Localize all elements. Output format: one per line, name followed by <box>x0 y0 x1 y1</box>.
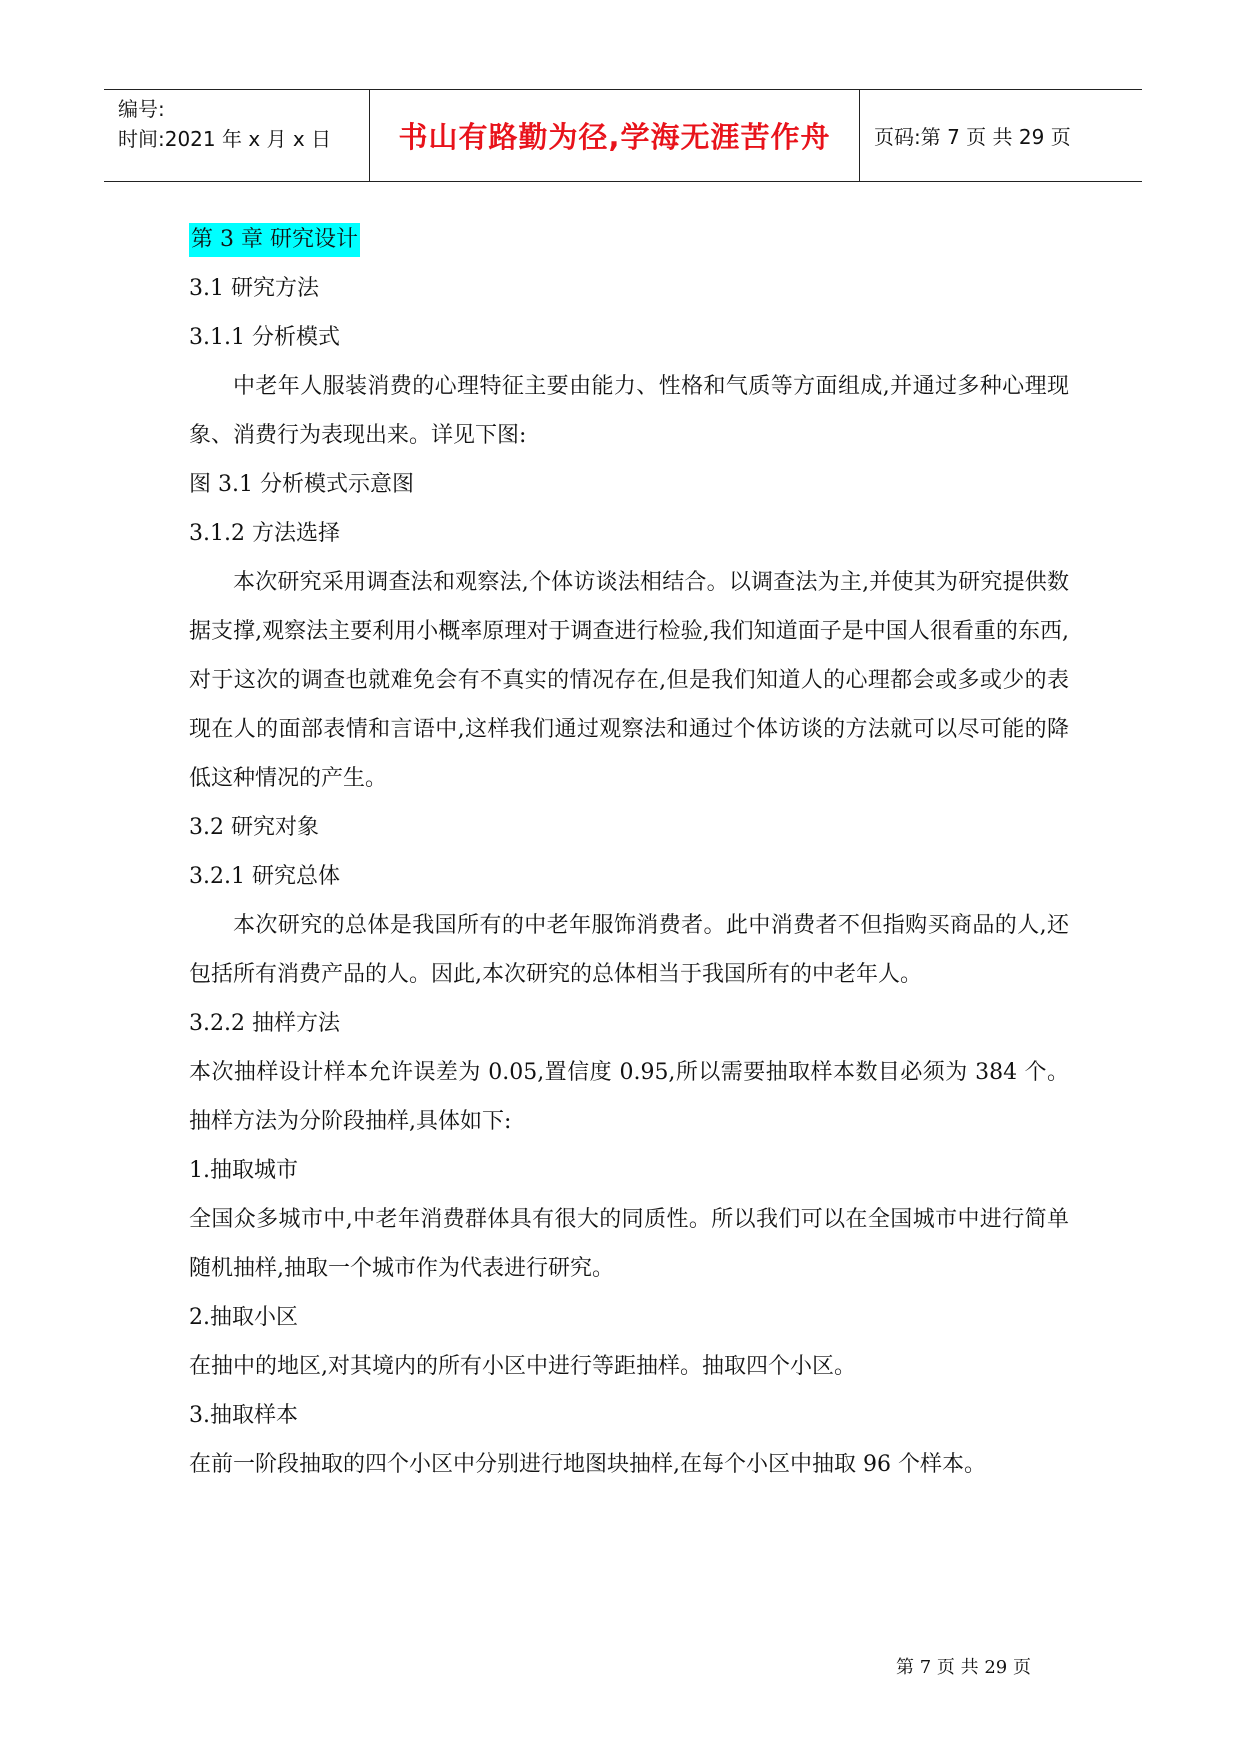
header-divider <box>859 90 860 181</box>
list-item-title: 3.抽取样本 <box>189 1403 298 1428</box>
section-heading: 3.2 研究对象 <box>189 815 319 840</box>
list-item-title: 1.抽取城市 <box>189 1158 298 1183</box>
subsection-heading: 3.1.2 方法选择 <box>189 521 340 546</box>
chapter-heading <box>189 215 1069 264</box>
paragraph: 本次研究的总体是我国所有的中老年服饰消费者。此中消费者不但指购买商品的人,还包括所有消费产品的人。因此,本次研究的总体相当于我国所有的中老年人。 <box>189 913 1069 987</box>
document-number-label: 编号: <box>118 97 165 121</box>
list-item-text: 在抽中的地区,对其境内的所有小区中进行等距抽样。抽取四个小区。 <box>189 1354 856 1379</box>
chapter-title: 第 3 章 研究设计 <box>189 223 360 257</box>
paragraph: 中老年人服装消费的心理特征主要由能力、性格和气质等方面组成,并通过多种心理现象、消费行为表现出来。详见下图: <box>189 374 1069 448</box>
list-item-text: 在前一阶段抽取的四个小区中分别进行地图块抽样,在每个小区中抽取 96 个样本。 <box>189 1452 986 1477</box>
paragraph: 本次研究采用调查法和观察法,个体访谈法相结合。以调查法为主,并使其为研究提供数据支撑,观察法主要利用小概率原理对于调查进行检验,我们知道面子是中国人很看重的东西,对于这次的调查也就难免会有不真实的情况存在,但是我们知道人的心理都会或多或少的表现在人的面部表情和言语中,这样我们通过观察法和通过个体访谈的方法就可以尽可能的降低这种情况的产生。 <box>189 570 1069 791</box>
page-footer: 第 7 页 共 29 页 <box>896 1657 1031 1678</box>
subsection-heading: 3.2.1 研究总体 <box>189 864 340 889</box>
subsection-heading: 3.2.2 抽样方法 <box>189 1011 340 1036</box>
paragraph: 本次抽样设计样本允许误差为 0.05,置信度 0.95,所以需要抽取样本数目必须为 384 个。抽样方法为分阶段抽样,具体如下: <box>189 1060 1069 1134</box>
figure-caption: 图 3.1 分析模式示意图 <box>189 472 414 497</box>
list-item-text: 全国众多城市中,中老年消费群体具有很大的同质性。所以我们可以在全国城市中进行简单随机抽样,抽取一个城市作为代表进行研究。 <box>189 1207 1069 1281</box>
header-page-info: 页码:第 7 页 共 29 页 <box>874 125 1071 149</box>
header-meta <box>118 94 331 154</box>
section-heading: 3.1 研究方法 <box>189 276 319 301</box>
header-motto: 书山有路勤为径,学海无涯苦作舟 <box>398 120 831 154</box>
list-item-title: 2.抽取小区 <box>189 1305 298 1330</box>
subsection-heading: 3.1.1 分析模式 <box>189 325 340 350</box>
document-body <box>189 215 1069 1489</box>
page-header <box>104 89 1142 182</box>
document-time-label: 时间:2021 年 x 月 x 日 <box>118 127 332 151</box>
